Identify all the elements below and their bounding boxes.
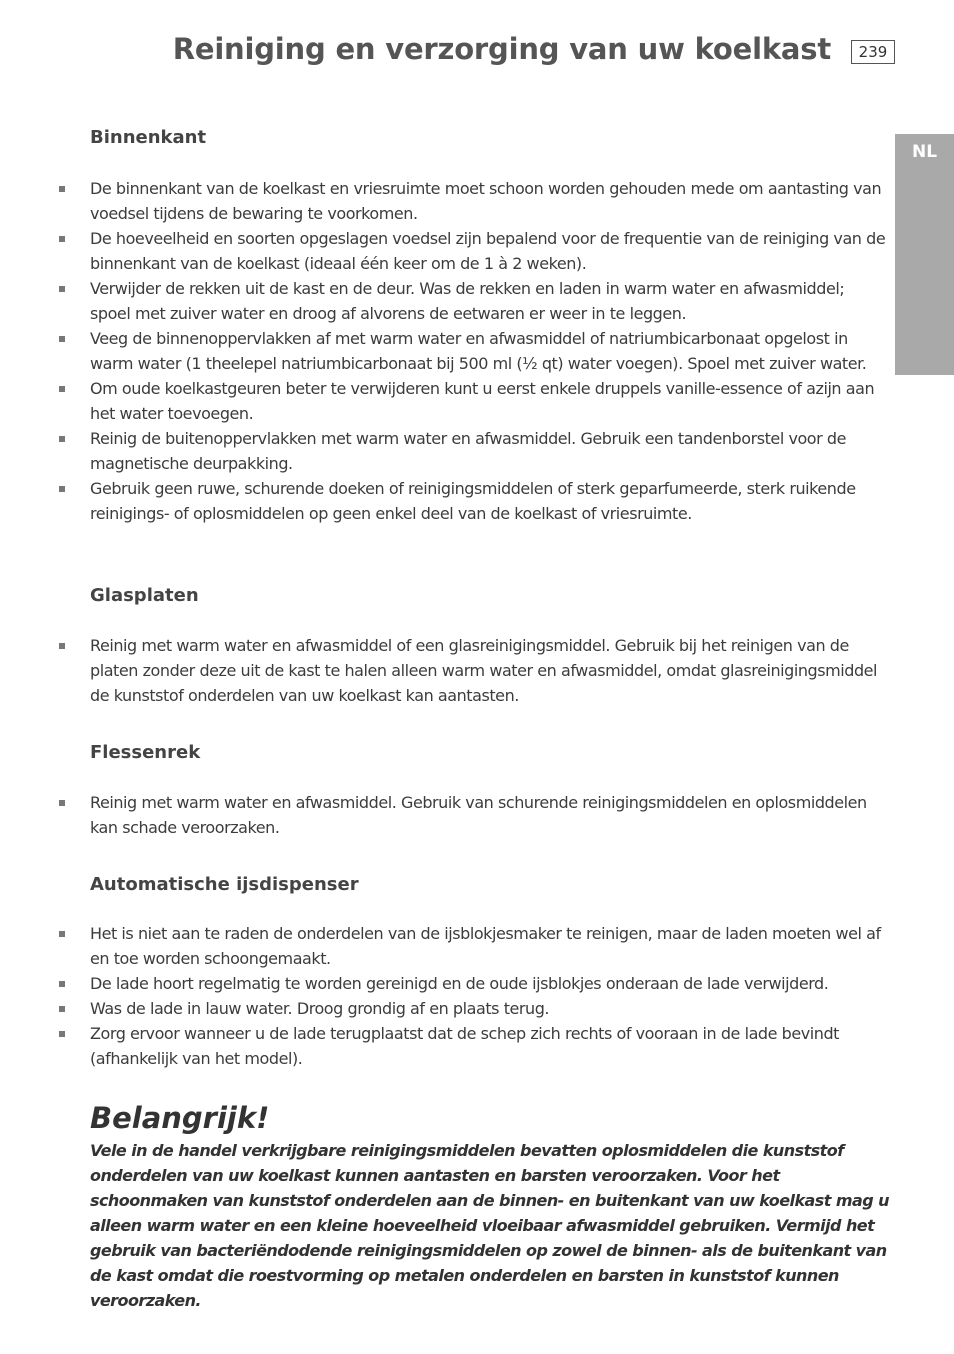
bullet-list-ijsdispenser (56, 921, 888, 1071)
language-tab (895, 134, 954, 375)
list-item (56, 1021, 888, 1071)
bullet-square-icon (59, 1006, 65, 1012)
section-heading-flessenrek: Flessenrek (90, 742, 201, 763)
bullet-list-glasplaten (56, 633, 888, 708)
page-number: 239 (851, 40, 895, 64)
bullet-square-icon (59, 186, 65, 192)
list-item-text: Zorg ervoor wanneer u de lade terugplaatst dat de schep zich rechts of vooraan in de lade bevindt (afhankelijk van het model). (90, 1024, 839, 1068)
bullet-square-icon (59, 386, 65, 392)
list-item (56, 176, 888, 226)
bullet-square-icon (59, 236, 65, 242)
important-title: Belangrijk! (90, 1101, 270, 1135)
list-item (56, 426, 888, 476)
list-item (56, 326, 888, 376)
bullet-square-icon (59, 1031, 65, 1037)
section-heading-ijsdispenser: Automatische ijsdispenser (90, 874, 359, 895)
bullet-square-icon (59, 800, 65, 806)
list-item-text: Reinig met warm water en afwasmiddel. Gebruik van schurende reinigingsmiddelen en oplosmiddelen kan schade veroorzaken. (90, 793, 867, 837)
bullet-list-binnenkant (56, 176, 888, 526)
list-item-text: Om oude koelkastgeuren beter te verwijderen kunt u eerst enkele druppels vanille-essence of azijn aan het water toevoegen. (90, 379, 875, 423)
list-item-text: Gebruik geen ruwe, schurende doeken of reinigingsmiddelen of sterk geparfumeerde, sterk ruikende reinigings- of oplosmiddelen op geen enkel deel van de koelkast of vriesruimte. (90, 479, 856, 523)
list-item-text: De binnenkant van de koelkast en vriesruimte moet schoon worden gehouden mede om aantasting van voedsel tijdens de bewaring te voorkomen. (90, 179, 882, 223)
list-item (56, 276, 888, 326)
list-item (56, 376, 888, 426)
list-item (56, 476, 888, 526)
bullet-square-icon (59, 981, 65, 987)
bullet-square-icon (59, 643, 65, 649)
list-item-text: De hoeveelheid en soorten opgeslagen voedsel zijn bepalend voor de frequentie van de reiniging van de binnenkant van de koelkast (ideaal één keer om de 1 à 2 weken). (90, 229, 886, 273)
list-item (56, 971, 888, 996)
important-text: Vele in de handel verkrijgbare reinigingsmiddelen bevatten oplosmiddelen die kunststof onderdelen van uw koelkast kunnen aantasten en barsten veroorzaken. Voor het schoonmaken van kunststof onderdelen aan de binnen- en buitenkant van uw koelkast mag u alleen warm water en een kleine hoeveelheid vloeibaar afwasmiddel gebruiken. Vermijd het gebruik van bacteriëndodende reinigingsmiddelen op zowel de binnen- als de buitenkant van de kast omdat die roestvorming op metalen onderdelen en barsten in kunststof kunnen veroorzaken. (90, 1141, 890, 1310)
list-item (56, 921, 888, 971)
bullet-square-icon (59, 436, 65, 442)
bullet-square-icon (59, 286, 65, 292)
list-item (56, 996, 888, 1021)
bullet-square-icon (59, 486, 65, 492)
list-item (56, 790, 888, 840)
list-item-text: Verwijder de rekken uit de kast en de deur. Was de rekken en laden in warm water en afwasmiddel; spoel met zuiver water en droog af alvorens de eetwaren er weer in te leggen. (90, 279, 845, 323)
list-item-text: Reinig de buitenoppervlakken met warm water en afwasmiddel. Gebruik een tandenborstel voor de magnetische deurpakking. (90, 429, 847, 473)
section-heading-glasplaten: Glasplaten (90, 585, 199, 606)
list-item-text: Veeg de binnenoppervlakken af met warm water en afwasmiddel of natriumbicarbonaat opgelost in warm water (1 theelepel natriumbicarbonaat bij 500 ml (½ qt) water voegen). Spoel met zuiver water. (90, 329, 867, 373)
list-item-text: Was de lade in lauw water. Droog grondig af en plaats terug. (90, 999, 550, 1018)
list-item-text: Het is niet aan te raden de onderdelen van de ijsblokjesmaker te reinigen, maar de laden moeten wel af en toe worden schoongemaakt. (90, 924, 881, 968)
list-item (56, 226, 888, 276)
section-heading-binnenkant: Binnenkant (90, 127, 207, 148)
page-title: Reiniging en verzorging van uw koelkast (172, 32, 831, 66)
bullet-square-icon (59, 336, 65, 342)
list-item (56, 633, 888, 708)
list-item-text: Reinig met warm water en afwasmiddel of een glasreinigingsmiddel. Gebruik bij het reinigen van de platen zonder deze uit de kast te halen alleen warm water en afwasmiddel, omdat glasreinigingsmiddel de kunststof onderdelen van uw koelkast kan aantasten. (90, 636, 878, 705)
bullet-list-flessenrek (56, 790, 888, 840)
bullet-square-icon (59, 931, 65, 937)
language-tab-label: NL (911, 142, 938, 162)
list-item-text: De lade hoort regelmatig te worden gereinigd en de oude ijsblokjes onderaan de lade verwijderd. (90, 974, 829, 993)
